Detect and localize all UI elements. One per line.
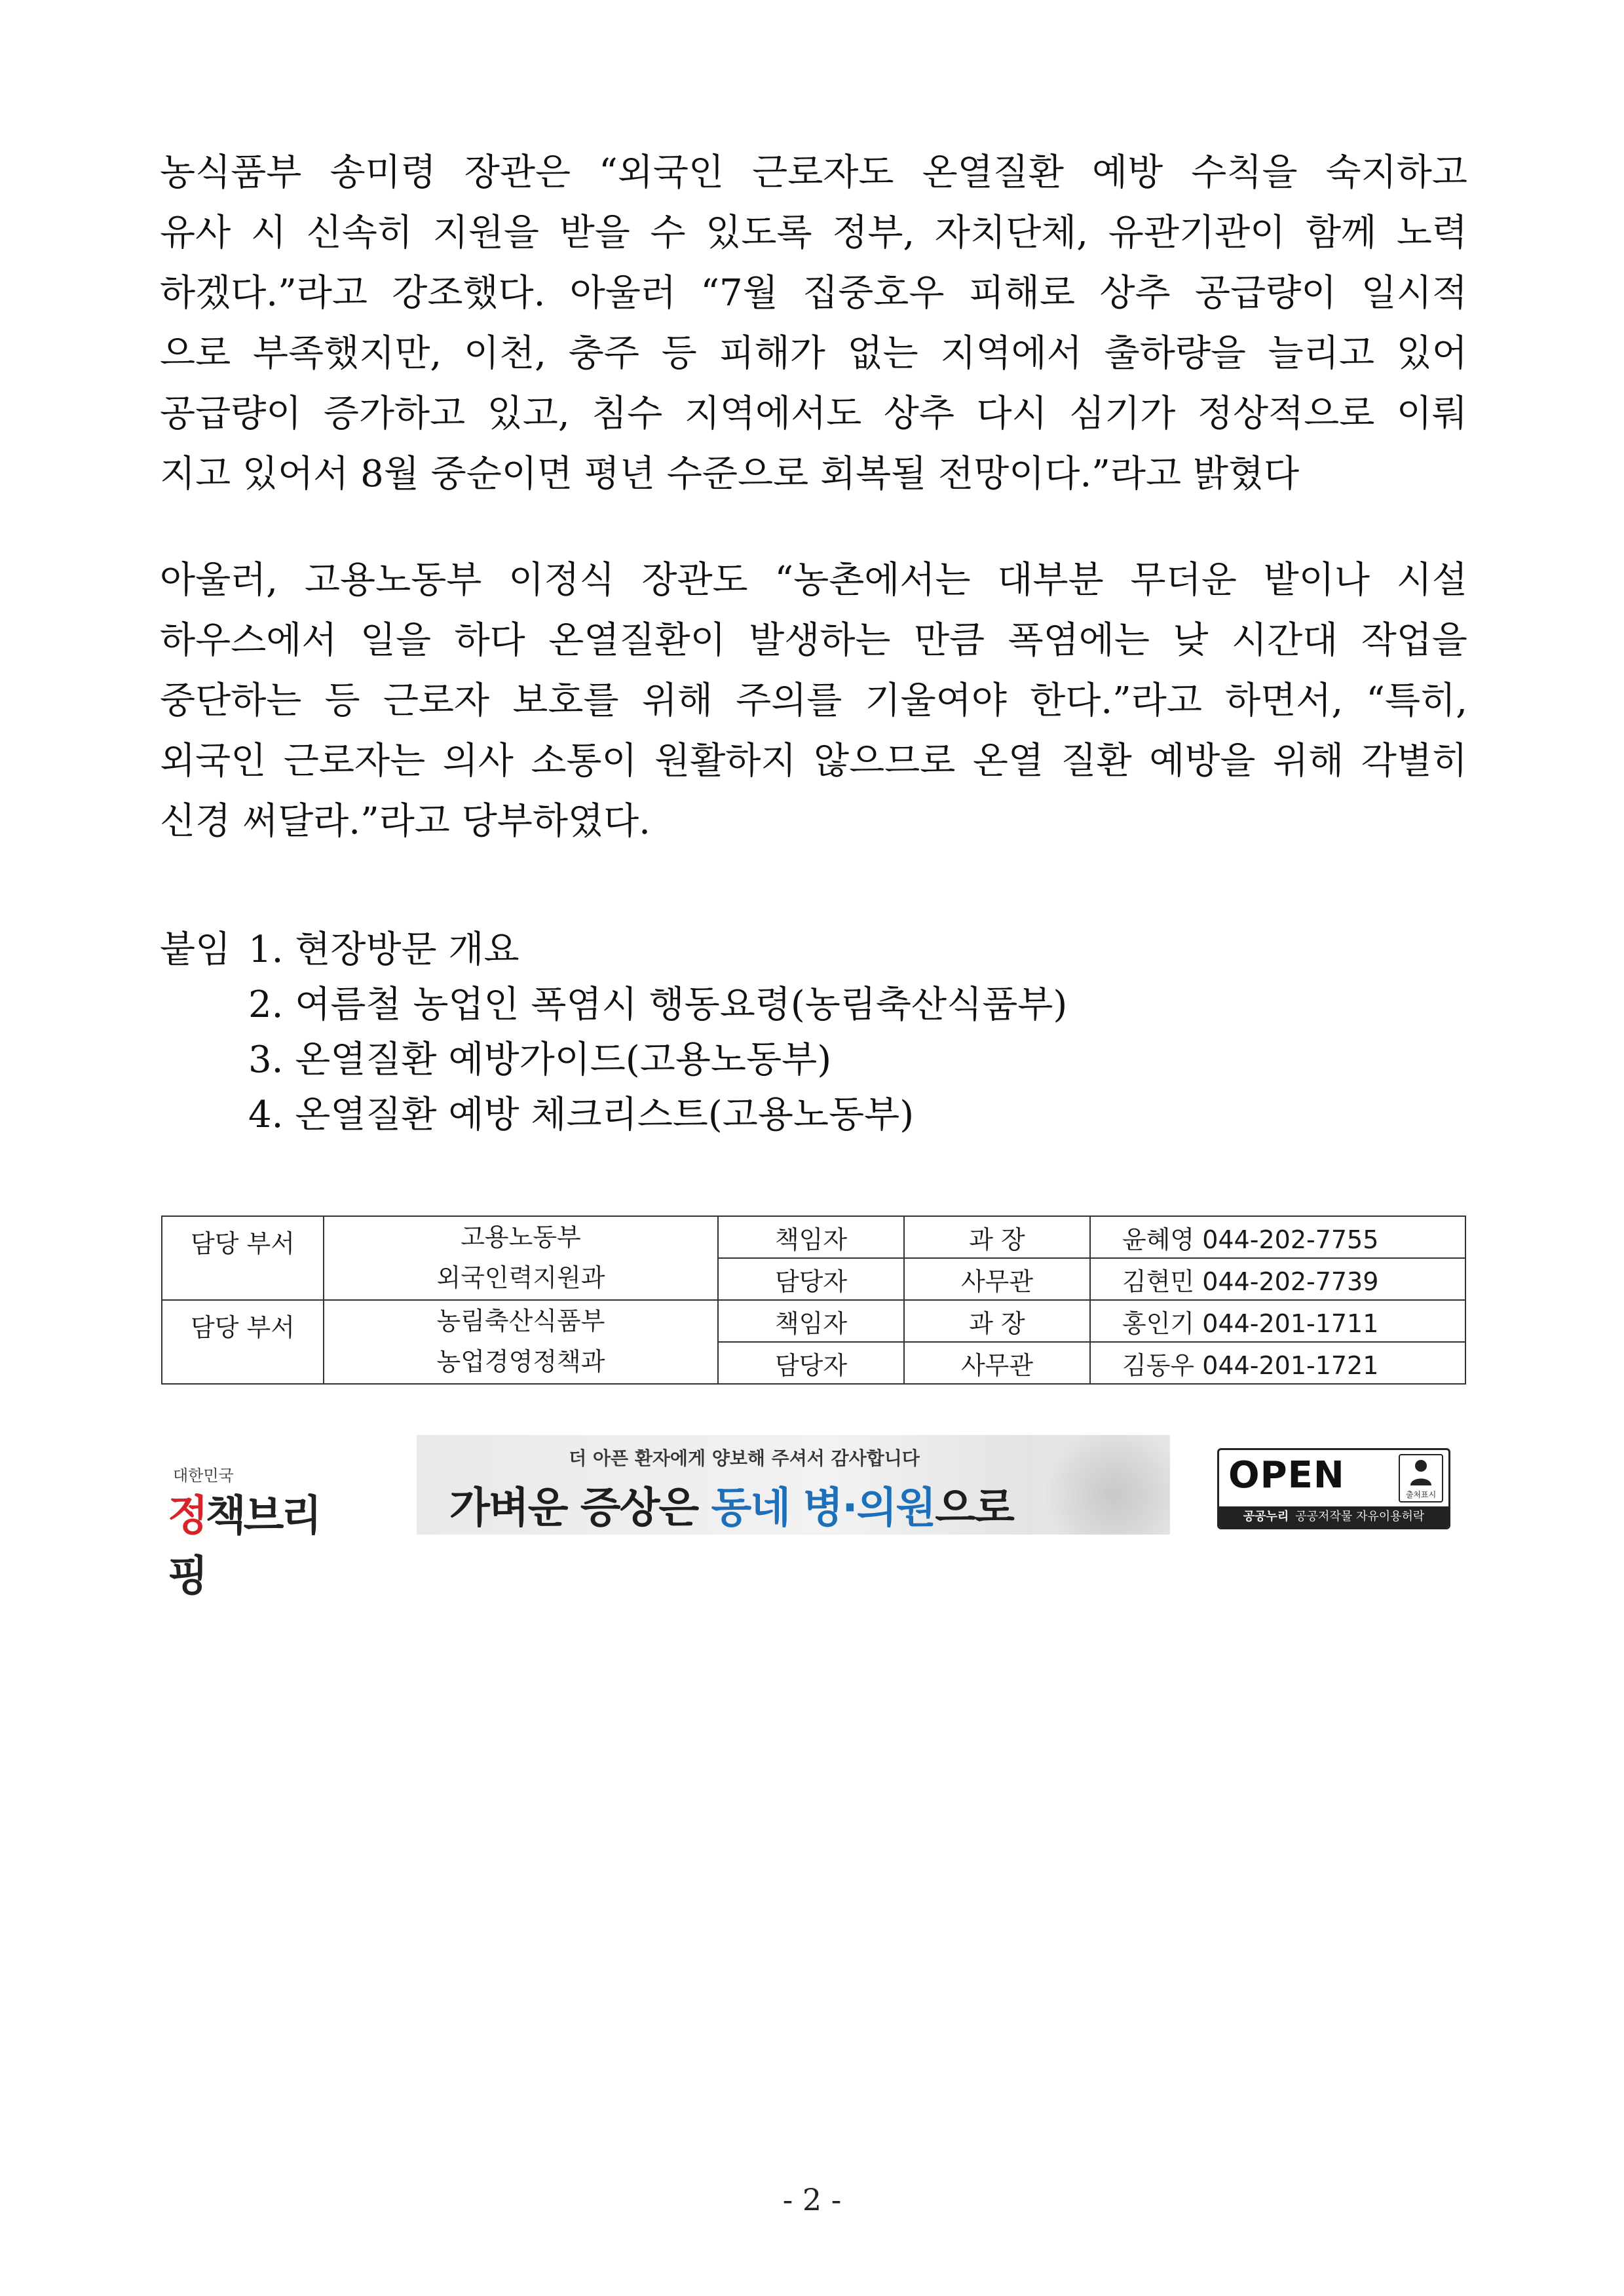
dept-name-line: 외국인력지원과 (436, 1263, 605, 1292)
paragraph-line: 으로 부족했지만, 이천, 충주 등 피해가 없는 지역에서 출하량을 늘리고 있어 (160, 332, 1467, 375)
banner-subtitle: 더 아픈 환자에게 양보해 주셔서 감사합니다 (569, 1447, 920, 1469)
paragraph-line: 하겠다.”라고 강조했다. 아울러 “7월 집중호우 피해로 상추 공급량이 일시적 (160, 272, 1467, 315)
paragraph-line: 공급량이 증가하고 있고, 침수 지역에서도 상추 다시 심기가 정상적으로 이뤄 (160, 392, 1467, 435)
person-phone: 044-201-1711 (1202, 1309, 1379, 1338)
person-icon (1408, 1458, 1434, 1488)
person-cell (1090, 1258, 1465, 1300)
kogl-label: 공공누리 (1243, 1510, 1289, 1523)
person-cell (1090, 1342, 1465, 1384)
body-paragraph-2 (160, 550, 1467, 852)
attachments-label: 붙임 (160, 928, 231, 971)
paragraph-line: 유사 시 신속히 지원을 받을 수 있도록 정부, 자치단체, 유관기관이 함께 노력 (160, 212, 1467, 254)
open-word: OPEN (1228, 1454, 1345, 1497)
attachment-text: 4. 온열질환 예방 체크리스트(고용노동부) (248, 1094, 915, 1136)
banner-headline-part: 으로 (935, 1484, 1013, 1533)
paragraph-line: 하우스에서 일을 하다 온열질환이 발생하는 만큼 폭염에는 낮 시간대 작업을 (160, 619, 1467, 662)
open-license-badge (1217, 1448, 1450, 1529)
title-cell: 과 장 (904, 1300, 1090, 1342)
paragraph-line: 농식품부 송미령 장관은 “외국인 근로자도 온열질환 예방 수칙을 숙지하고 (160, 151, 1467, 194)
dept-name-cell (324, 1216, 718, 1300)
attribution-icon (1399, 1454, 1443, 1502)
paragraph-line: 지고 있어서 8월 중순이면 평년 수준으로 회복될 전망이다.”라고 밝혔다 (160, 453, 1300, 495)
table-row (162, 1216, 1465, 1258)
logo-rest-text: 책브리핑 (168, 1492, 320, 1601)
banner-headline-part: 가벼운 증상은 (449, 1484, 711, 1533)
attachment-item (160, 923, 1067, 978)
person-name: 김동우 (1122, 1350, 1195, 1380)
dept-name-cell (324, 1300, 718, 1384)
person-cell (1090, 1300, 1465, 1342)
dept-name-line: 고용노동부 (461, 1223, 581, 1252)
kogl-text: 공공저작물 자유이용허락 (1295, 1510, 1425, 1523)
attachments-list (160, 923, 1067, 1143)
attachment-text: 3. 온열질환 예방가이드(고용노동부) (248, 1039, 832, 1081)
banner-headline (449, 1474, 1013, 1535)
contact-table (161, 1215, 1466, 1385)
person-phone: 044-201-1721 (1202, 1350, 1379, 1380)
badge-bottom (1219, 1506, 1448, 1527)
role-cell: 책임자 (718, 1216, 904, 1258)
campaign-banner (417, 1435, 1170, 1535)
logo-red-char: 정 (168, 1492, 206, 1540)
body-paragraph-1 (160, 143, 1467, 505)
badge-top (1219, 1450, 1448, 1504)
paragraph-line: 아울러, 고용노동부 이정식 장관도 “농촌에서는 대부분 무더운 밭이나 시설 (160, 559, 1467, 602)
person-cell (1090, 1216, 1465, 1258)
person-phone: 044-202-7739 (1202, 1267, 1379, 1296)
title-cell: 사무관 (904, 1342, 1090, 1384)
dept-label-cell: 담당 부서 (162, 1216, 324, 1300)
person-name: 김현민 (1122, 1267, 1195, 1296)
title-cell: 과 장 (904, 1216, 1090, 1258)
dept-name-line: 농업경영정책과 (436, 1347, 605, 1376)
person-phone: 044-202-7755 (1202, 1225, 1379, 1254)
paragraph-line: 신경 써달라.”라고 당부하였다. (160, 800, 651, 843)
attachment-text: 1. 현장방문 개요 (248, 928, 519, 971)
policy-briefing-logo (168, 1455, 345, 1601)
attachment-item (160, 978, 1067, 1033)
paragraph-line: 외국인 근로자는 의사 소통이 원활하지 않으므로 온열 질환 예방을 위해 각별히 (160, 740, 1467, 782)
logo-small-text: 대한민국 (173, 1466, 234, 1485)
dept-label-cell: 담당 부서 (162, 1300, 324, 1384)
logo-big-text (168, 1482, 345, 1603)
page-number: - 2 - (782, 2182, 842, 2217)
role-cell: 책임자 (718, 1300, 904, 1342)
person-name: 홍인기 (1122, 1309, 1195, 1338)
attachment-item (160, 1088, 1067, 1143)
attachment-text: 2. 여름철 농업인 폭염시 행동요령(농림축산식품부) (248, 984, 1068, 1026)
attachment-item (160, 1033, 1067, 1088)
paragraph-line: 중단하는 등 근로자 보호를 위해 주의를 기울여야 한다.”라고 하면서, “특히, (160, 679, 1467, 722)
role-cell: 담당자 (718, 1342, 904, 1384)
title-cell: 사무관 (904, 1258, 1090, 1300)
person-name: 윤혜영 (1122, 1225, 1195, 1254)
banner-headline-highlight: 동네 병·의원 (711, 1484, 935, 1533)
attribution-caption: 출처표시 (1405, 1490, 1437, 1499)
dept-name-line: 농림축산식품부 (436, 1307, 605, 1335)
table-row (162, 1300, 1465, 1342)
role-cell: 담당자 (718, 1258, 904, 1300)
